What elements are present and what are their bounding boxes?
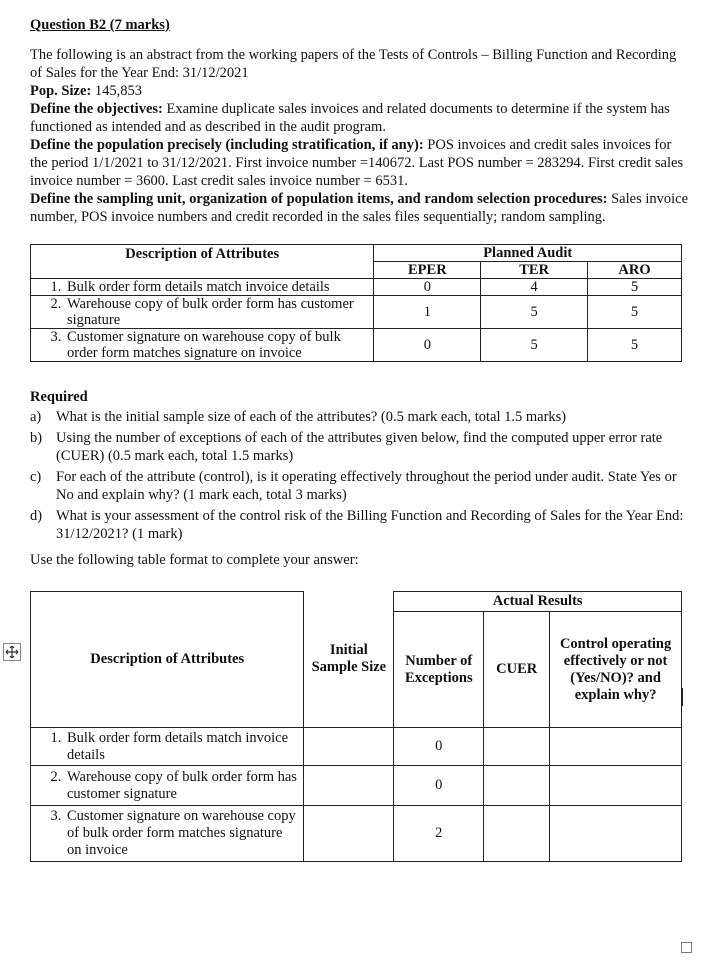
attribute-text: 2. Warehouse copy of bulk order form has customer signature — [65, 296, 369, 328]
t1-cell-eper: 0 — [374, 279, 481, 296]
table-instruction: Use the following table format to complete your answer: — [30, 552, 359, 568]
sampling-label: Define the sampling unit, organization of population items, and random selection procedures: — [30, 191, 608, 207]
t2-cell-cuer[interactable] — [484, 766, 550, 806]
t2-header-control: Control operating effectively or not (Yes/NO)? and explain why? — [550, 612, 682, 728]
t1-cell-description — [31, 296, 374, 329]
t1-cell-aro: 5 — [588, 329, 682, 362]
item-text: Using the number of exceptions of each of the attributes given below, find the computed upper error rate (CUER) (0.5 mark each, total 1.5 marks) — [56, 430, 663, 464]
t2-cell-sample-size[interactable] — [304, 766, 394, 806]
table-row — [31, 296, 682, 329]
t2-cell-control[interactable] — [550, 806, 682, 862]
objectives-text: Examine duplicate sales invoices and related documents to determine if the system has functioned as intended and as described in the audit program. — [30, 101, 670, 135]
attribute-text: 3. Customer signature on warehouse copy of bulk order form matches signature on invoice — [65, 808, 299, 859]
t2-header-sample-size: Initial Sample Size — [304, 592, 394, 728]
t2-cell-sample-size[interactable] — [304, 806, 394, 862]
t2-cell-control[interactable] — [550, 728, 682, 766]
t1-cell-aro: 5 — [588, 279, 682, 296]
attribute-text: 1. Bulk order form details match invoice details — [65, 279, 369, 295]
item-text: What is your assessment of the control risk of the Billing Function and Recording of Sales for the Year End: 31/12/2021? (1 mark) — [56, 508, 684, 542]
t2-cell-sample-size[interactable] — [304, 728, 394, 766]
item-label: a) — [30, 409, 42, 425]
list-item — [30, 429, 690, 465]
attribute-text: 3. Customer signature on warehouse copy of bulk order form matches signature on invoice — [65, 329, 369, 361]
text-cursor — [681, 688, 683, 706]
population-size-line — [30, 82, 690, 100]
t2-header-exceptions: Number of Exceptions — [394, 612, 484, 728]
t2-cell-exceptions: 0 — [394, 766, 484, 806]
attribute-text: 1. Bulk order form details match invoice details — [65, 730, 299, 764]
t2-header-cuer: CUER — [484, 612, 550, 728]
t1-header-planned-audit: Planned Audit — [374, 245, 682, 262]
table-row — [31, 329, 682, 362]
t2-cell-cuer[interactable] — [484, 806, 550, 862]
item-label: d) — [30, 508, 43, 524]
sampling-paragraph — [30, 190, 690, 226]
table-row — [31, 279, 682, 296]
t2-header-actual-results: Actual Results — [394, 592, 682, 612]
population-text: POS invoices and credit sales invoices for the period 1/1/2021 to 31/12/2021. First invoice number =140672. Last POS number = 283294. First credit sales invoice number = 3600. Last credit sales invoice number = 6531. — [30, 137, 684, 189]
t1-cell-ter: 4 — [481, 279, 588, 296]
objectives-label: Define the objectives: — [30, 101, 163, 117]
t1-header-description: Description of Attributes — [31, 245, 374, 279]
attribute-text: 2. Warehouse copy of bulk order form has customer signature — [65, 769, 299, 803]
pop-size-value: 145,853 — [94, 83, 142, 99]
t1-cell-description — [31, 279, 374, 296]
question-heading: Question B2 (7 marks) — [30, 17, 170, 33]
objectives-paragraph — [30, 100, 690, 136]
move-handle-icon[interactable] — [3, 643, 21, 661]
t1-header-aro: ARO — [588, 262, 682, 279]
t2-cell-description — [31, 806, 304, 862]
t1-header-ter: TER — [481, 262, 588, 279]
intro-paragraph: The following is an abstract from the working papers of the Tests of Controls – Billing Function and Recording of Sales for the Year End: 31/12/2021 — [30, 47, 677, 81]
t2-cell-description — [31, 728, 304, 766]
t1-cell-aro: 5 — [588, 296, 682, 329]
resize-handle-icon[interactable] — [681, 942, 692, 953]
t1-cell-eper: 1 — [374, 296, 481, 329]
t2-cell-exceptions: 0 — [394, 728, 484, 766]
t1-cell-ter: 5 — [481, 329, 588, 362]
table-row — [31, 728, 682, 766]
population-label: Define the population precisely (including stratification, if any): — [30, 137, 424, 153]
sampling-text: Sales invoice number, POS invoice numbers and credit recorded in the sales files sequentially; random sampling. — [30, 191, 689, 225]
required-heading: Required — [30, 389, 88, 405]
table-row — [31, 806, 682, 862]
pop-size-label: Pop. Size: — [30, 83, 92, 99]
t1-header-eper: EPER — [374, 262, 481, 279]
required-list — [30, 408, 690, 543]
population-paragraph — [30, 136, 690, 190]
item-label: b) — [30, 430, 43, 446]
list-item — [30, 408, 690, 426]
t1-cell-ter: 5 — [481, 296, 588, 329]
t2-header-description: Description of Attributes — [31, 592, 304, 728]
t2-cell-control[interactable] — [550, 766, 682, 806]
item-label: c) — [30, 469, 42, 485]
answer-table — [30, 591, 682, 862]
t1-cell-eper: 0 — [374, 329, 481, 362]
t1-cell-description — [31, 329, 374, 362]
list-item — [30, 507, 690, 543]
table-row — [31, 766, 682, 806]
item-text: What is the initial sample size of each of the attributes? (0.5 mark each, total 1.5 marks) — [56, 409, 567, 425]
t2-cell-exceptions: 2 — [394, 806, 484, 862]
list-item — [30, 468, 690, 504]
planned-audit-table — [30, 244, 682, 362]
document-page — [30, 16, 690, 862]
item-text: For each of the attribute (control), is it operating effectively throughout the period under audit. State Yes or No and explain why? (1 mark each, total 3 marks) — [56, 469, 677, 503]
t2-cell-cuer[interactable] — [484, 728, 550, 766]
t2-cell-description — [31, 766, 304, 806]
